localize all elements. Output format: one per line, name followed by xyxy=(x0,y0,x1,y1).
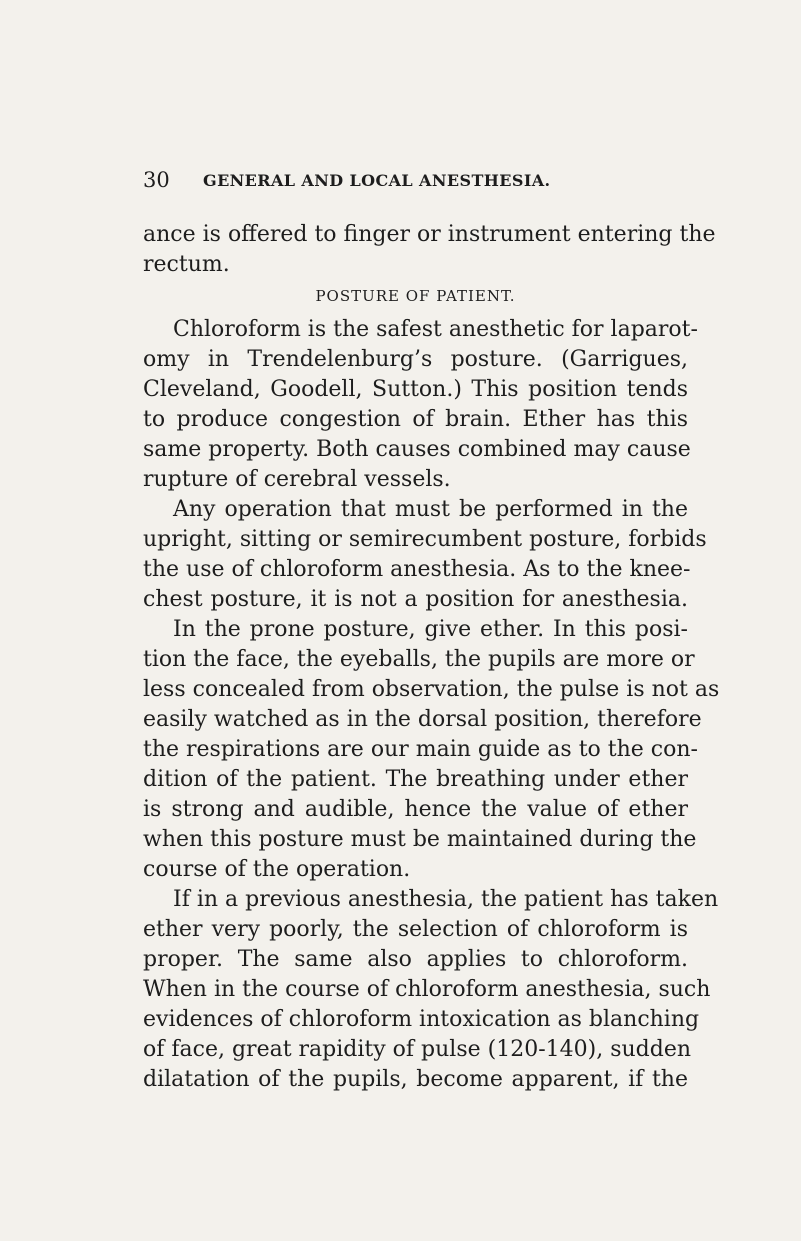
section-heading: POSTURE OF PATIENT. xyxy=(315,287,516,305)
text-line-7: same property. Both causes combined may cause xyxy=(143,437,691,462)
text-line-14: tion the face, the eyeballs, the pupils are more or xyxy=(143,647,695,672)
text-line-1: ance is offered to finger or instrument entering the xyxy=(143,222,716,247)
text-line-22: If in a previous anesthesia, the patient has taken xyxy=(173,887,719,912)
text-line-24: proper. The same also applies to chloroform. xyxy=(143,947,688,972)
text-line-16: easily watched as in the dorsal position, therefore xyxy=(143,707,702,732)
text-line-15: less concealed from observation, the pulse is not as xyxy=(143,677,720,702)
page-number: 30 xyxy=(143,168,170,192)
text-line-25: When in the course of chloroform anesthesia, such xyxy=(143,977,711,1002)
text-line-28: dilatation of the pupils, become apparent, if the xyxy=(143,1067,688,1092)
running-head: GENERAL AND LOCAL ANESTHESIA. xyxy=(203,171,551,190)
text-line-11: the use of chloroform anesthesia. As to the knee- xyxy=(143,557,691,582)
text-line-18: dition of the patient. The breathing under ether xyxy=(143,767,688,792)
text-line-6: to produce congestion of brain. Ether has this xyxy=(143,407,688,432)
text-line-2: rectum. xyxy=(143,252,230,277)
text-line-23: ether very poorly, the selection of chloroform is xyxy=(143,917,688,942)
text-line-9: Any operation that must be performed in the xyxy=(173,497,688,522)
text-line-27: of face, great rapidity of pulse (120-140), sudden xyxy=(143,1037,692,1062)
text-line-10: upright, sitting or semirecumbent posture, forbids xyxy=(143,527,707,552)
text-line-20: when this posture must be maintained during the xyxy=(143,827,697,852)
text-line-19: is strong and audible, hence the value of ether xyxy=(143,797,688,822)
text-line-26: evidences of chloroform intoxication as blanching xyxy=(143,1007,700,1032)
text-line-4: omy in Trendelenburg’s posture. (Garrigues, xyxy=(143,347,688,372)
text-line-13: In the prone posture, give ether. In this posi- xyxy=(173,617,688,642)
text-line-5: Cleveland, Goodell, Sutton.) This position tends xyxy=(143,377,688,402)
text-line-12: chest posture, it is not a position for anesthesia. xyxy=(143,587,688,612)
page-header xyxy=(143,168,693,192)
text-line-3: Chloroform is the safest anesthetic for laparot- xyxy=(173,317,698,342)
text-line-8: rupture of cerebral vessels. xyxy=(143,467,451,492)
text-line-17: the respirations are our main guide as to the con- xyxy=(143,737,698,762)
text-line-21: course of the operation. xyxy=(143,857,411,882)
